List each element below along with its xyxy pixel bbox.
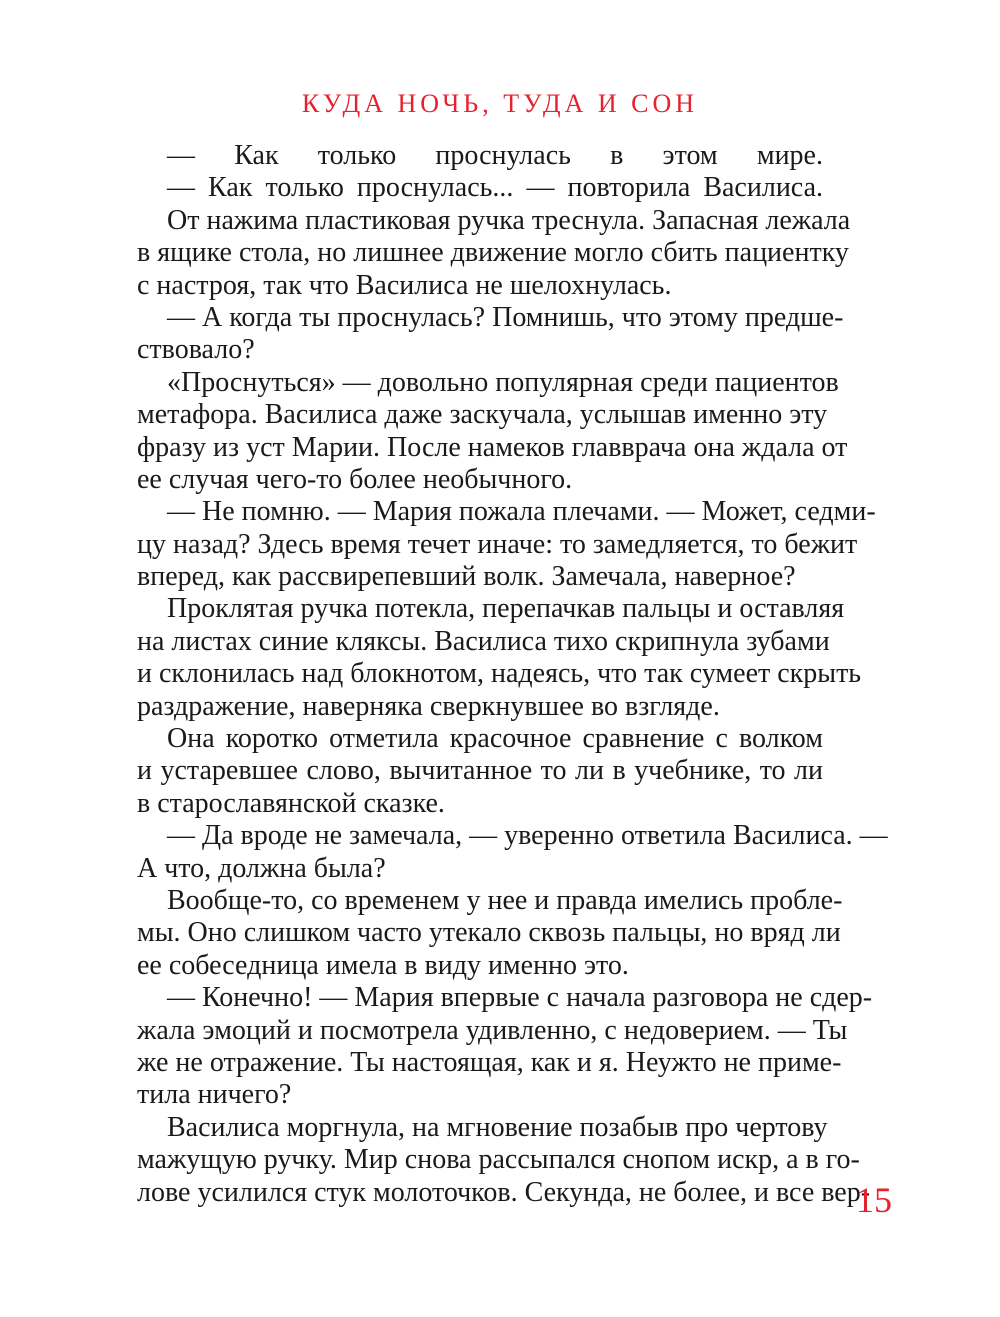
running-title: КУДА НОЧЬ, ТУДА И СОН bbox=[301, 89, 699, 118]
text-line: — Как только проснулась... — повторила Василиса. bbox=[167, 172, 823, 204]
text-line: тила ничего? bbox=[137, 1079, 292, 1111]
text-line: вперед, как рассвирепевший волк. Замечала, наверное? bbox=[137, 561, 796, 593]
text-line: мажущую ручку. Мир снова рассыпался снопом искр, а в го- bbox=[137, 1144, 860, 1176]
text-line: — Как только проснулась в этом мире. bbox=[167, 140, 823, 171]
text-line: Вообще-то, со временем у нее и правда имелись пробле- bbox=[167, 884, 843, 916]
text-line: ствовало? bbox=[137, 334, 255, 366]
text-line: — Да вроде не замечала, — уверенно ответила Василиса. — bbox=[167, 820, 888, 852]
page-number: 15 bbox=[856, 1180, 892, 1220]
text-line: ее собеседница имела в виду именно это. bbox=[137, 949, 629, 981]
text-line: в ящике стола, но лишнее движение могло сбить пациентку bbox=[137, 237, 849, 269]
text-line: на листах синие кляксы. Василиса тихо скрипнула зубами bbox=[137, 625, 830, 657]
text-line: Она коротко отметила красочное сравнение с волком bbox=[167, 723, 823, 755]
text-line: — А когда ты проснулась? Помнишь, что этому предше- bbox=[167, 301, 844, 333]
text-line: ее случая чего-то более необычного. bbox=[137, 463, 573, 495]
text-line: Василиса моргнула, на мгновение позабыв про чертову bbox=[167, 1111, 828, 1143]
text-line: с настроя, так что Василиса не шелохнулась. bbox=[137, 269, 672, 301]
text-line: и устаревшее слово, вычитанное то ли в учебнике, то ли bbox=[137, 755, 823, 787]
text-line: От нажима пластиковая ручка треснула. Запасная лежала bbox=[167, 204, 851, 236]
text-line: раздражение, наверняка сверкнувшее во взгляде. bbox=[137, 690, 720, 722]
text-line: в старославянской сказке. bbox=[137, 787, 445, 819]
text-line: и склонилась над блокнотом, надеясь, что так сумеет скрыть bbox=[137, 658, 862, 690]
text-line: — Не помню. — Мария пожала плечами. — Может, седми- bbox=[167, 496, 876, 528]
text-line: А что, должна была? bbox=[137, 852, 386, 884]
text-line: метафора. Василиса даже заскучала, услышав именно эту bbox=[137, 399, 828, 431]
text-line: мы. Оно слишком часто утекало сквозь пальцы, но вряд ли bbox=[137, 917, 841, 949]
text-line: фразу из уст Марии. После намеков главврача она ждала от bbox=[137, 431, 848, 463]
text-line: — Конечно! — Мария впервые с начала разговора не сдер- bbox=[167, 982, 873, 1014]
text-line: Проклятая ручка потекла, перепачкав пальцы и оставляя bbox=[167, 593, 845, 625]
text-line: цу назад? Здесь время течет иначе: то замедляется, то бежит bbox=[137, 528, 858, 560]
text-line: лове усилился стук молоточков. Секунда, не более, и все вер- bbox=[137, 1176, 871, 1208]
text-line: «Проснуться» — довольно популярная среди пациентов bbox=[167, 366, 839, 398]
text-line: же не отражение. Ты настоящая, как и я. Неужто не приме- bbox=[137, 1046, 842, 1078]
text-line: жала эмоций и посмотрела удивленно, с недоверием. — Ты bbox=[137, 1014, 848, 1046]
